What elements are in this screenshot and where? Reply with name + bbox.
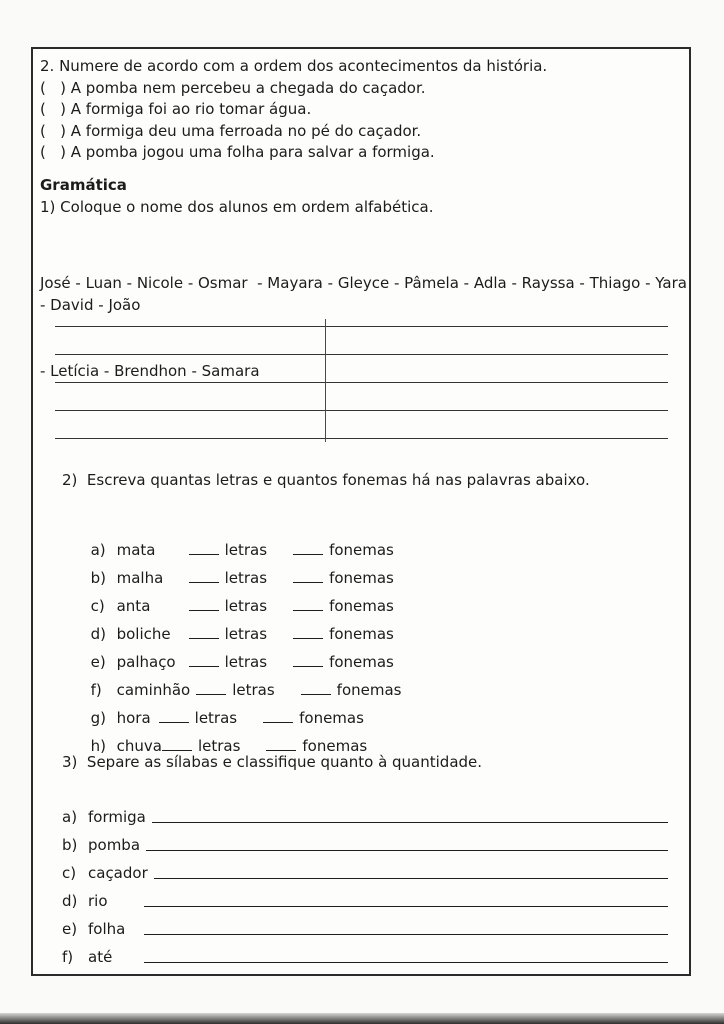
item-letter: d) <box>90 625 106 643</box>
order-item: ( ) A formiga deu uma ferroada no pé do caçador. <box>40 121 422 140</box>
names-line: José - Luan - Nicole - Osmar - Mayara - Gleyce - Pâmela - Adla - Rayssa - Thiago - Yara - David - João <box>40 274 692 314</box>
letras-label: letras <box>224 541 268 559</box>
letras-label: letras <box>232 681 275 699</box>
item-word: hora <box>116 709 151 727</box>
item-letter: c) <box>62 864 77 882</box>
blank-line <box>189 638 219 639</box>
blank-line <box>162 750 192 751</box>
names-line: - Letícia - Brendhon - Samara <box>40 362 260 380</box>
letras-label: letras <box>224 625 268 643</box>
blank-line <box>293 554 323 555</box>
ruled-line <box>55 438 668 439</box>
answer-line <box>144 962 668 963</box>
letras-label: letras <box>224 597 268 615</box>
item-letter: a) <box>62 808 78 826</box>
item-word: rio <box>88 892 108 910</box>
item-word: palhaço <box>116 653 176 671</box>
order-question-title: 2. Numere de acordo com a ordem dos acontecimentos da história. <box>40 57 548 75</box>
q3-title: 3) Separe as sílabas e classifique quanto à quantidade. <box>62 753 483 771</box>
q3-row <box>62 910 668 938</box>
ruled-line <box>55 410 668 411</box>
item-word: caminhão <box>116 681 191 699</box>
answer-line <box>152 822 668 823</box>
answer-line <box>144 906 668 907</box>
blank-line <box>293 638 323 639</box>
q2-title: 2) Escreva quantas letras e quantos fonemas há nas palavras abaixo. <box>62 471 590 489</box>
blank-line <box>189 610 219 611</box>
item-letter: b) <box>62 836 78 854</box>
item-letter: c) <box>90 597 105 615</box>
letras-label: letras <box>194 709 238 727</box>
q3-items <box>62 798 668 966</box>
item-word: até <box>88 948 113 966</box>
order-item: ( ) A formiga foi ao rio tomar água. <box>40 100 312 118</box>
blank-line <box>293 666 323 667</box>
item-word: folha <box>88 920 126 938</box>
item-letter: e) <box>90 653 106 671</box>
item-letter: a) <box>90 541 106 559</box>
q3-row <box>62 854 668 882</box>
ruled-line <box>55 354 668 355</box>
item-word: pomba <box>88 836 141 854</box>
section-q2-title <box>62 470 672 492</box>
q3-row <box>62 938 668 966</box>
blank-line <box>159 722 189 723</box>
q3-row <box>62 798 668 826</box>
item-word: anta <box>116 597 151 615</box>
item-word: mata <box>116 541 156 559</box>
item-letter: f) <box>90 681 102 699</box>
answer-line <box>144 934 668 935</box>
item-letter: g) <box>90 709 106 727</box>
item-word: formiga <box>88 808 146 826</box>
fonemas-label: fonemas <box>329 541 394 559</box>
item-letter: f) <box>62 948 74 966</box>
answer-line <box>154 878 668 879</box>
order-item: ( ) A pomba nem percebeu a chegada do caçador. <box>40 78 426 97</box>
item-letter: b) <box>90 569 106 587</box>
blank-line <box>263 722 293 723</box>
blank-line <box>189 582 219 583</box>
ruled-line <box>55 382 668 383</box>
blank-line <box>301 694 331 695</box>
item-word: caçador <box>88 864 148 882</box>
fonemas-label: fonemas <box>302 737 368 755</box>
item-letter: h) <box>90 737 106 755</box>
q1-title: 1) Coloque o nome dos alunos em ordem alfabética. <box>40 197 434 216</box>
blank-line <box>196 694 226 695</box>
answer-line <box>146 850 668 851</box>
blank-line <box>189 666 219 667</box>
fonemas-label: fonemas <box>329 653 394 671</box>
letras-label: letras <box>224 653 268 671</box>
item-letter: e) <box>62 920 78 938</box>
letras-label: letras <box>197 737 241 755</box>
blank-line <box>266 750 296 751</box>
answer-lines-area <box>55 319 670 442</box>
fonemas-label: fonemas <box>329 625 394 643</box>
q3-row <box>62 826 668 854</box>
column-divider-line <box>325 319 326 442</box>
q2-row <box>62 508 672 559</box>
blank-line <box>293 582 323 583</box>
fonemas-label: fonemas <box>329 569 394 587</box>
item-letter: d) <box>62 892 78 910</box>
fonemas-label: fonemas <box>329 597 394 615</box>
scan-bottom-edge <box>0 1013 724 1024</box>
fonemas-label: fonemas <box>336 681 402 699</box>
blank-line <box>293 610 323 611</box>
section-grammar-header <box>40 175 680 218</box>
q2-items <box>62 508 672 755</box>
grammar-heading: Gramática <box>40 176 127 194</box>
fonemas-label: fonemas <box>299 709 364 727</box>
worksheet-frame <box>31 47 691 976</box>
item-word: chuva <box>116 737 162 755</box>
blank-line <box>189 554 219 555</box>
item-word: boliche <box>116 625 171 643</box>
order-item: ( ) A pomba jogou uma folha para salvar a formiga. <box>40 143 435 161</box>
item-word: malha <box>116 569 164 587</box>
letras-label: letras <box>224 569 268 587</box>
q3-row <box>62 882 668 910</box>
section-order-events <box>40 56 680 164</box>
section-q3-title <box>62 752 668 774</box>
ruled-line <box>55 326 668 327</box>
